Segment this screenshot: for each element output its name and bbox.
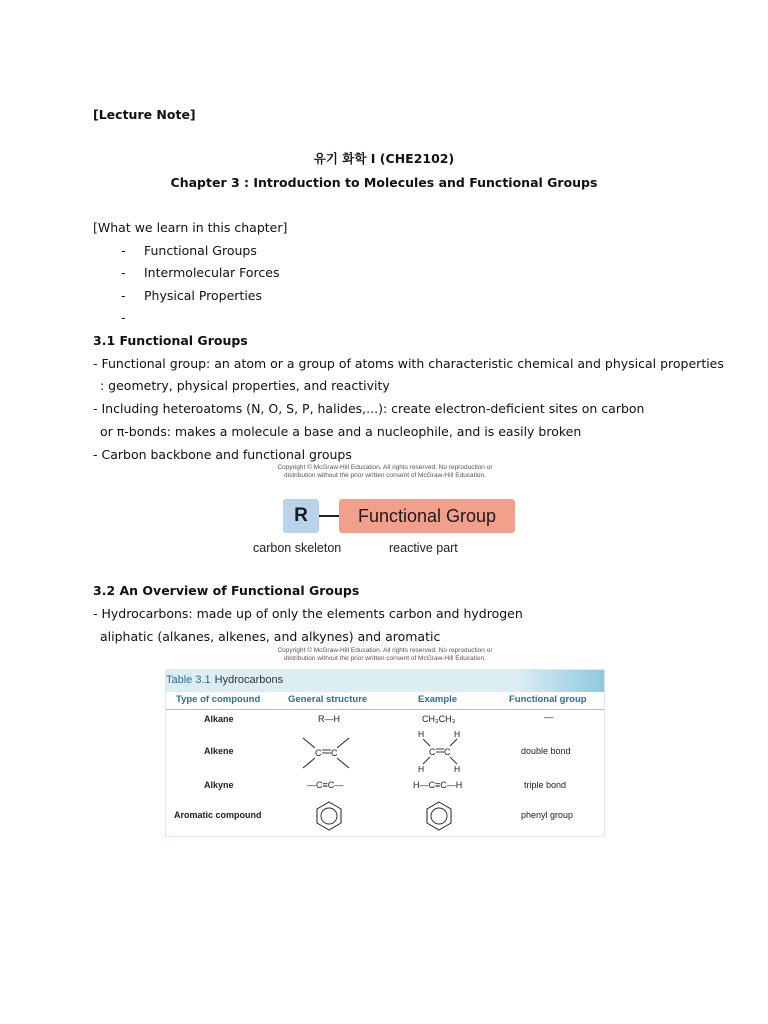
hydrocarbons-table <box>165 669 605 837</box>
section-3-2-title: 3.2 An Overview of Functional Groups <box>93 583 360 598</box>
paragraph-line: or π-bonds: makes a molecule a base and a nucleophile, and is easily broken <box>100 424 582 439</box>
example-cell: H—C≡C—H <box>413 780 463 790</box>
list-item: Functional Groups <box>144 243 257 258</box>
svg-text:C: C <box>429 747 436 757</box>
svg-text:H: H <box>418 764 425 774</box>
structure-cell: —C≡C— <box>307 780 344 790</box>
group-cell: phenyl group <box>521 810 574 820</box>
paragraph-line: - Including heteroatoms (N, O, S, P, halides,...): create electron-deficient sites on carbon <box>93 401 645 416</box>
type-cell: Alkane <box>204 714 234 724</box>
group-cell: double bond <box>521 746 571 756</box>
svg-text:H: H <box>454 764 461 774</box>
example-cell: CH₃CH₃ <box>422 714 456 724</box>
list-dash: - <box>121 243 126 258</box>
alkene-general-structure-icon <box>299 734 353 772</box>
group-cell: — <box>544 712 553 722</box>
list-dash: - <box>121 265 126 280</box>
copyright-notice: Copyright © McGraw-Hill Education. All rights reserved. No reproduction or distribution without the prior written consent of McGraw-Hill Education. <box>277 464 493 479</box>
column-header-structure: General structure <box>288 694 368 705</box>
paragraph-line: - Carbon backbone and functional groups <box>93 447 352 462</box>
paragraph-line: - Hydrocarbons: made up of only the elements carbon and hydrogen <box>93 606 523 621</box>
list-item: Intermolecular Forces <box>144 265 280 280</box>
carbon-skeleton-caption: carbon skeleton <box>253 541 342 555</box>
list-item: Physical Properties <box>144 288 262 303</box>
type-cell: Alkene <box>204 746 234 756</box>
benzene-ring-icon <box>314 800 344 832</box>
bond-line <box>319 515 339 517</box>
chapter-title: Chapter 3 : Introduction to Molecules and Functional Groups <box>170 175 598 190</box>
section-3-1-title: 3.1 Functional Groups <box>93 333 248 348</box>
reactive-part-caption: reactive part <box>389 541 458 555</box>
r-box: R <box>283 499 319 533</box>
lecture-note-label: [Lecture Note] <box>93 107 196 122</box>
table-name: Hydrocarbons <box>214 674 284 686</box>
structure-cell: R—H <box>318 714 340 724</box>
group-cell: triple bond <box>524 780 567 790</box>
benzene-ring-icon <box>424 800 454 832</box>
svg-text:H: H <box>454 729 461 739</box>
list-dash: - <box>121 310 126 325</box>
type-cell: Alkyne <box>204 780 234 790</box>
type-cell: Aromatic compound <box>174 810 262 820</box>
svg-text:C: C <box>315 748 322 758</box>
column-header-type: Type of compound <box>176 694 261 705</box>
paragraph-line: aliphatic (alkanes, alkenes, and alkynes) and aromatic <box>100 629 441 644</box>
table-label: Table 3.1 <box>166 674 211 686</box>
table-title <box>166 674 283 686</box>
column-header-group: Functional group <box>509 694 587 705</box>
table-title-band <box>166 670 604 692</box>
paragraph-line: : geometry, physical properties, and reactivity <box>100 378 390 393</box>
functional-group-box: Functional Group <box>339 499 515 533</box>
learn-heading: [What we learn in this chapter] <box>93 220 288 235</box>
svg-text:H: H <box>418 729 425 739</box>
svg-text:C: C <box>444 747 451 757</box>
column-header-example: Example <box>418 694 458 705</box>
header-divider <box>166 709 604 710</box>
copyright-notice: Copyright © McGraw-Hill Education. All rights reserved. No reproduction or distribution without the prior written consent of McGraw-Hill Education. <box>277 647 493 662</box>
list-dash: - <box>121 288 126 303</box>
course-title: 유기 화학 I (CHE2102) <box>313 151 455 166</box>
paragraph-line: - Functional group: an atom or a group of atoms with characteristic chemical and physical properties <box>93 356 724 371</box>
ethylene-example-structure-icon <box>414 728 466 774</box>
svg-text:C: C <box>331 748 338 758</box>
